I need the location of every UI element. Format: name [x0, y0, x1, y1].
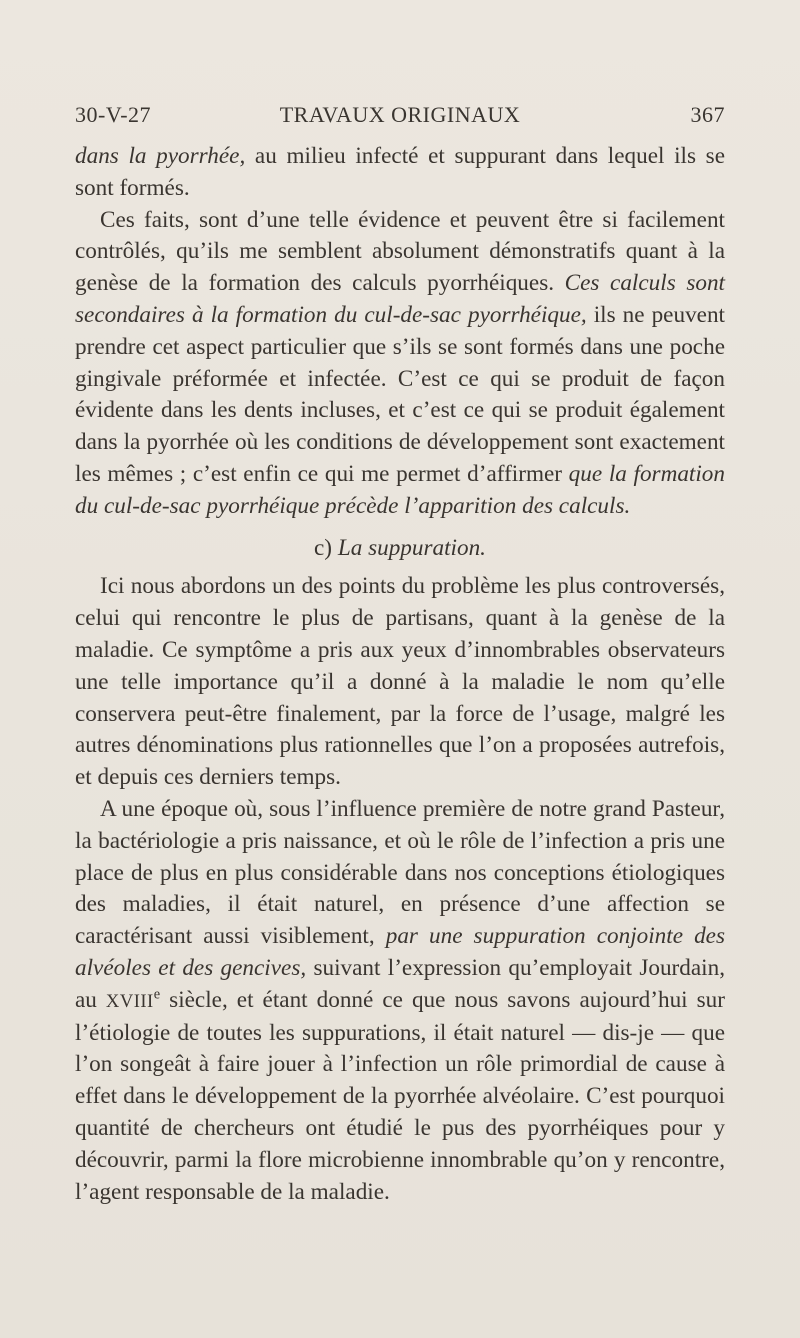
italic-run: Ces calculs sont secondaires à la formation du cul-de-sac pyorrhéique, [75, 270, 725, 328]
header-date: 30-V-27 [75, 102, 152, 127]
text-run: ils ne peuvent prendre cet aspect particulier que s’ils se sont formés dans une poche gingivale préformée et infectée. C’est ce qui se produit de façon évidente dans les dents incluses, et c’est ce qui se produit également dans la pyorrhée où les conditions de développement sont exactement les mêmes ; c’est enfin ce qui me permet d’affirmer [75, 301, 725, 487]
italic-run: par une suppuration conjointe des alvéoles et des gencives, [75, 923, 725, 981]
italic-run: dans la pyorrhée, [75, 143, 246, 169]
text-run: Ces faits, sont d’une telle évidence et peuvent être si facilement contrôlés, qu’ils me semblent absolument démonstratifs quant à la genèse de la formation des calculs pyorrhéiques. [75, 206, 725, 297]
text-run: Ici nous abordons un des points du problème les plus controversés, celui qui rencontre le plus de partisans, quant à la genèse de la maladie. Ce symptôme a pris aux yeux d’innombrables observateurs une telle importance qu’il a donné à la maladie le nom qu’elle conservera peut-être finalement, par la force de l’usage, malgré les autres dénominations plus rationnelles que l’on a proposées autrefois, et depuis ces derniers temps. [75, 573, 725, 791]
page-number: 367 [690, 102, 725, 127]
superscript-run: e [153, 985, 161, 1002]
paragraph [75, 794, 725, 1208]
text-run: A une époque où, sous l’influence première de notre grand Pasteur, la bactériologie a pris naissance, et où le rôle de l’infection a pris une place de plus en plus considérable dans nos conceptions étiologiques des maladies, il était naturel, en présence d’une affection se caractérisant aussi visiblement, [75, 795, 725, 950]
text-run: c) [314, 534, 338, 561]
small-caps-run: XVIII [105, 990, 154, 1012]
header-title: TRAVAUX ORIGINAUX [279, 102, 521, 127]
paragraph [75, 205, 725, 523]
section-heading [75, 533, 725, 565]
text-run: suivant l’expression qu’employait Jourdain, au [75, 954, 725, 1013]
paragraph [75, 571, 725, 794]
body-text [75, 141, 725, 1208]
italic-run: que la formation du cul-de-sac pyorrhéique précède l’apparition des calculs. [75, 460, 725, 519]
running-head [75, 100, 725, 130]
text-run: au milieu infecté et suppurant dans lequel ils se sont formés. [75, 143, 725, 201]
text-run: siècle, et étant donné ce que nous savons aujourd’hui sur l’étiologie de toutes les suppurations, il était naturel — dis-je — que l’on songeât à faire jouer à l’infection un rôle primordial de cause à effet dans le développement de la pyorrhée alvéolaire. C’est pourquoi quantité de chercheurs ont étudié le pus des pyorrhéiques pour y découvrir, parmi la flore microbienne innombrable qu’on y rencontre, l’agent responsable de la maladie. [75, 986, 725, 1205]
paragraph [75, 141, 725, 205]
italic-run: La suppuration. [337, 534, 486, 561]
